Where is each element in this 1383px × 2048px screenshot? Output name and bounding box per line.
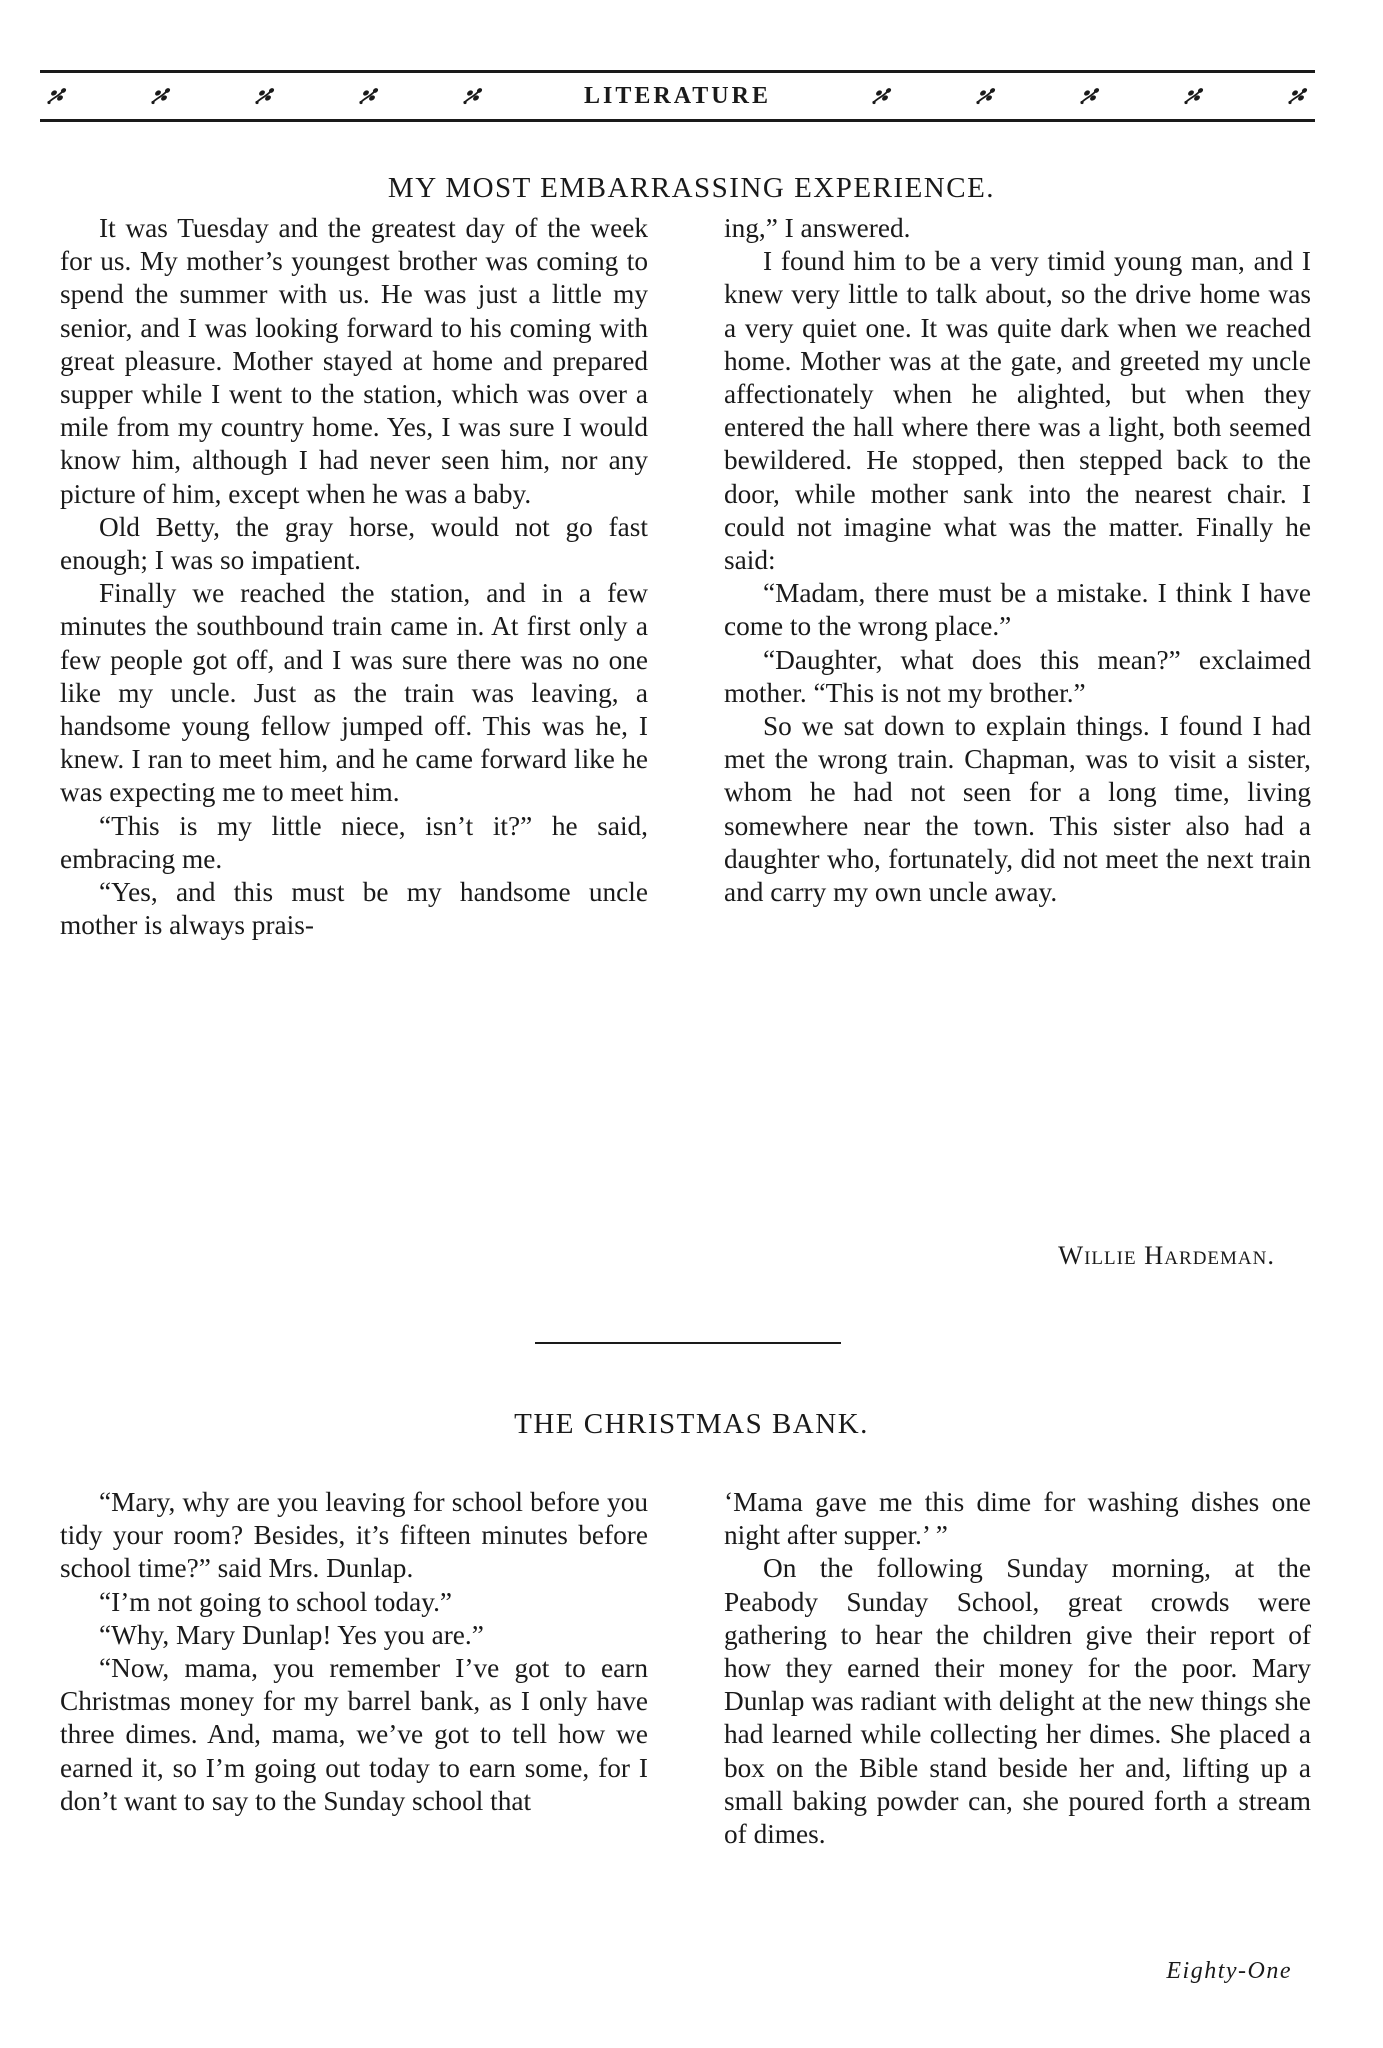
paragraph: “Yes, and this must be my handsome uncle mother is always prais- <box>60 877 648 941</box>
trefoil-leaf-icon <box>1182 84 1206 108</box>
article-title: THE CHRISTMAS BANK. <box>514 1408 869 1440</box>
paragraph: On the following Sunday morning, at the Peabody Sunday School, great crowds were gathering to hear the children give their report of how they earned their money for the poor. Mary Dunlap was radiant with delight at the new things she had learned while collecting her dimes. She placed a box on the Bible stand beside her and, lifting up a small baking powder can, she poured forth a stream of dimes. <box>724 1553 1311 1850</box>
article-column-left <box>60 1486 648 1818</box>
trefoil-leaf-icon <box>149 84 173 108</box>
article-column-left <box>60 212 648 942</box>
trefoil-leaf-icon <box>253 84 277 108</box>
author-signature: Willie Hardeman. <box>1058 1240 1275 1270</box>
trefoil-leaf-icon <box>357 84 381 108</box>
paragraph: I found him to be a very timid young man, and I knew very little to talk about, so the drive home was a very quiet one. It was quite dark when we reached home. Mother was at the gate, and greeted my uncle affectionately when he alighted, but when they entered the hall where there was a light, both seemed bewildered. He stopped, then stepped back to the door, while mother sank into the nearest chair. I could not imagine what was the matter. Finally he said: <box>724 246 1311 576</box>
paragraph: “This is my little niece, isn’t it?” he said, embracing me. <box>60 810 648 874</box>
header-bottom-rule <box>40 119 1315 122</box>
paragraph: “Now, mama, you remember I’ve got to earn Christmas money for my barrel bank, as I only have three dimes. And, mama, we’ve got to tell how we earned it, so I’m going out today to earn some, for I don’t want to say to the Sunday school that <box>60 1653 648 1816</box>
header-top-rule <box>40 70 1315 73</box>
paragraph: Finally we reached the station, and in a few minutes the southbound train came in. At first only a few people got off, and I was sure there was no one like my uncle. Just as the train was leaving, a handsome young fellow jumped off. This was he, I knew. I ran to meet him, and he came forward like he was expecting me to meet him. <box>60 578 648 808</box>
paragraph: “Madam, there must be a mistake. I think I have come to the wrong place.” <box>724 578 1311 642</box>
header-row <box>40 78 1315 114</box>
article-divider <box>535 1342 841 1344</box>
section-title: LITERATURE <box>584 82 771 109</box>
trefoil-leaf-icon <box>870 84 894 108</box>
paragraph: “I’m not going to school today.” <box>99 1586 453 1617</box>
header-ornaments-left <box>40 84 490 108</box>
trefoil-leaf-icon <box>461 84 485 108</box>
paragraph: “Mary, why are you leaving for school before you tidy your room? Besides, it’s fifteen minutes before school time?” said Mrs. Dunlap. <box>60 1487 648 1584</box>
paragraph-continuation: ing,” I answered. <box>724 213 911 243</box>
header-ornaments-right <box>865 84 1315 108</box>
trefoil-leaf-icon <box>974 84 998 108</box>
trefoil-leaf-icon <box>1078 84 1102 108</box>
paragraph: “Why, Mary Dunlap! Yes you are.” <box>99 1619 484 1650</box>
trefoil-leaf-icon <box>45 84 69 108</box>
trefoil-leaf-icon <box>1286 84 1310 108</box>
page-number: Eighty-One <box>1166 1958 1292 1984</box>
section-header <box>40 70 1315 122</box>
article-column-right <box>724 1486 1311 1851</box>
paragraph: It was Tuesday and the greatest day of the week for us. My mother’s youngest brother was coming to spend the summer with us. He was just a little my senior, and I was looking forward to his coming with great pleasure. Mother stayed at home and prepared supper while I went to the station, which was over a mile from my country home. Yes, I was sure I would know him, although I had never seen him, nor any picture of him, except when he was a baby. <box>60 213 648 509</box>
paragraph: “Daughter, what does this mean?” exclaimed mother. “This is not my brother.” <box>724 644 1311 708</box>
paragraph-continuation: ‘Mama gave me this dime for washing dishes one night after supper.’ ” <box>724 1487 1311 1551</box>
article-column-right <box>724 212 1311 909</box>
paragraph: Old Betty, the gray horse, would not go fast enough; I was so impatient. <box>60 511 648 576</box>
paragraph: So we sat down to explain things. I found I had met the wrong train. Chapman, was to visit a sister, whom he had not seen for a long time, living somewhere near the town. This sister also had a daughter who, fortunately, did not meet the next train and carry my own uncle away. <box>724 711 1311 908</box>
article-title: MY MOST EMBARRASSING EXPERIENCE. <box>387 172 996 204</box>
